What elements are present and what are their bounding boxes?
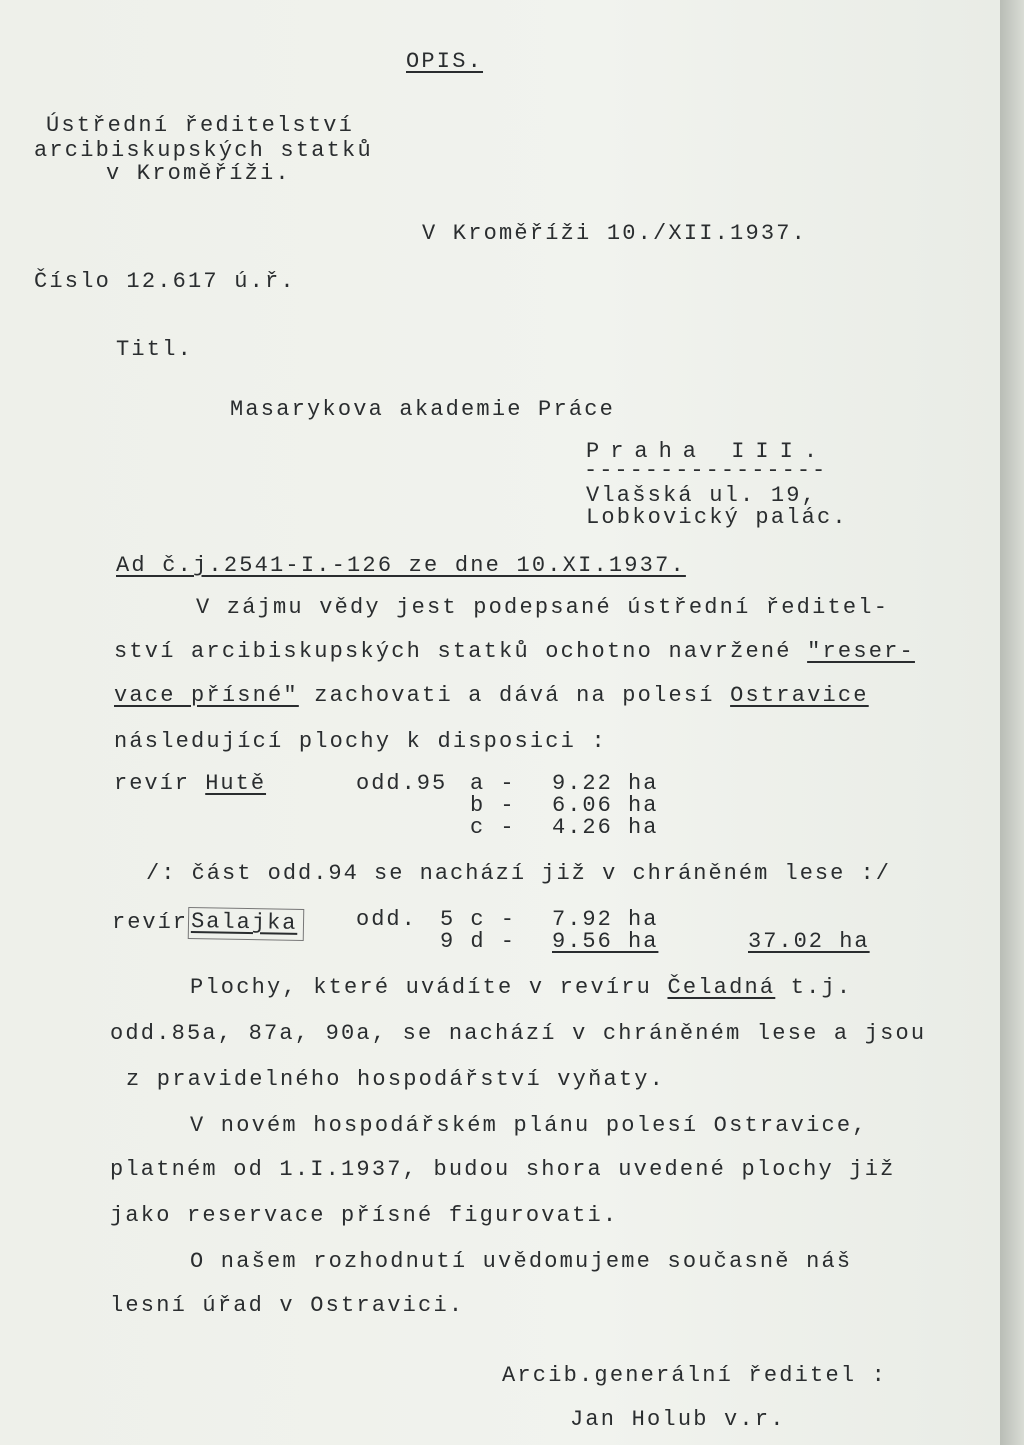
area-row: revír Salajka <box>112 908 304 940</box>
area-value: 6.06 ha <box>552 793 659 818</box>
signature-title: Arcib.generální ředitel : <box>502 1363 888 1388</box>
sender-line-3: v Kroměříži. <box>106 161 291 186</box>
background-edge <box>1000 0 1024 1445</box>
sender-line-2: arcibiskupských statků <box>34 138 373 163</box>
recipient-name: Masarykova akademie Práce <box>230 397 616 422</box>
area-sub: 9 d - <box>440 929 517 954</box>
area-value: 9.22 ha <box>552 771 659 796</box>
area-sub: 5 c - <box>440 907 517 932</box>
area-value: 9.56 ha <box>552 929 659 954</box>
body-para1-line1: V zájmu vědy jest podepsané ústřední ředitel- <box>196 595 890 620</box>
body-para4-line2: lesní úřad v Ostravici. <box>110 1293 465 1318</box>
signature-name: Jan Holub v.r. <box>570 1407 786 1432</box>
body-para2-line2: odd.85a, 87a, 90a, se nachází v chráněném lese a jsou <box>110 1021 927 1046</box>
area-value: 7.92 ha <box>552 907 659 932</box>
area-note: /: část odd.94 se nachází již v chráněném lese :/ <box>146 861 891 886</box>
place-date: V Kroměříži 10./XII.1937. <box>422 221 808 246</box>
recipient-street: Vlašská ul. 19, <box>586 483 818 508</box>
area-section: odd.95 <box>356 771 448 796</box>
area-value: 4.26 ha <box>552 815 659 840</box>
area-total: 37.02 ha <box>748 929 870 954</box>
body-para1-line4: následující plochy k disposici : <box>114 729 607 754</box>
body-para1-line2: ství arcibiskupských statků ochotno navržené "reser- <box>114 639 915 664</box>
document-heading: OPIS. <box>406 49 484 74</box>
body-para3-line1: V novém hospodářském plánu polesí Ostravice, <box>190 1113 868 1138</box>
body-para3-line2: platném od 1.I.1937, budou shora uvedené plochy již <box>110 1157 896 1182</box>
recipient-building: Lobkovický palác. <box>586 505 848 530</box>
sender-line-1: Ústřední ředitelství <box>46 113 355 138</box>
body-para3-line3: jako reservace přísné figurovati. <box>110 1203 619 1228</box>
body-para2-line3: z pravidelného hospodářství vyňaty. <box>126 1067 666 1092</box>
recipient-city: Praha III. <box>586 439 829 464</box>
area-sub: a - <box>470 771 516 796</box>
recipient-city-rule: ---------------- <box>584 458 828 483</box>
body-para1-line3: vace přísné" zachovati a dává na polesí Ostravice <box>114 683 869 708</box>
area-section: odd. <box>356 907 417 932</box>
area-row: revír Hutě <box>114 771 267 796</box>
area-sub: b - <box>470 793 516 818</box>
reference-number: Číslo 12.617 ú.ř. <box>34 269 296 294</box>
body-para4-line1: O našem rozhodnutí uvědomujeme současně náš <box>190 1249 853 1274</box>
body-para2-line1: Plochy, které uvádíte v revíru Čeladná t.j. <box>190 975 853 1000</box>
area-sub: c - <box>470 815 516 840</box>
salutation: Titl. <box>116 337 194 362</box>
subject-line: Ad č.j.2541-I.-126 ze dne 10.XI.1937. <box>116 553 686 578</box>
